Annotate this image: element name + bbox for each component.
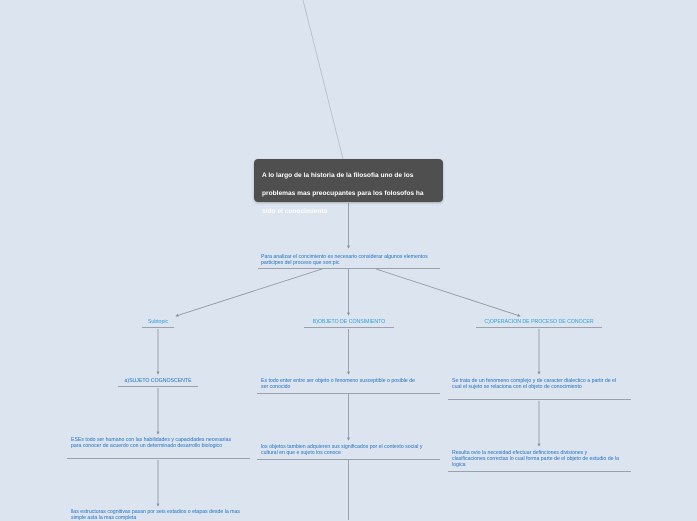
middle-detail2-node[interactable] (257, 444, 440, 456)
branch-right-node[interactable] (476, 319, 602, 325)
left-detail1-node[interactable] (67, 437, 250, 449)
branch-right-label: C)OPERACION DE PROCESO DE CONOCER (484, 319, 594, 325)
intro-node[interactable] (258, 254, 440, 266)
right-detail2-text: Resulta ovio la necesidad efectuar definciones divisiones y clasificaciones correctas lo cual forma parte de el objeto de estudio de la logica (452, 450, 619, 469)
right-detail1-text: Se trata de un fenomeno complejo y de caracter dialectico a partir de el cual el sujeto se relaciona con el objeto de conocimiento (452, 378, 617, 391)
branch-middle-node[interactable] (304, 319, 394, 325)
middle-detail1-node[interactable] (257, 378, 440, 390)
right-detail2-node[interactable] (448, 450, 631, 469)
left-detail1-text: ESEs todo ser humano con las habilidades y capacidades necesarias para conocer de acuerdo con un determinado desarrollo biologico (71, 437, 232, 450)
branch-middle-label: B)OBJETO DE CONSIMIENTO (312, 319, 386, 325)
branch-left-node[interactable] (142, 319, 174, 325)
middle-detail2-text: los objetos tambien adquieren sus significados por el contexto social y cultural en que e sujeto los conoce (261, 444, 423, 457)
subject-label: a)SUJETO COGNOSCENTE (124, 378, 192, 384)
subject-node[interactable] (118, 378, 198, 384)
intro-to-right-connector (376, 269, 520, 316)
left-detail2-text: llas estructuras cognitivas pasan por seis estadios o etapas desde la mas simple asta la mas completa (71, 509, 240, 521)
middle-detail1-text: Es todo enter entre ser objeto o fenomeno susceptible o posible de ser conocido (261, 378, 415, 391)
main-topic-text: A lo largo de la historia de la filosofia uno de los problemas mas preocupantes para los folosofos ha sido el conocimiento (262, 172, 424, 215)
right-detail1-node[interactable] (448, 378, 631, 390)
intro-to-left-connector (176, 269, 322, 316)
main-topic-node[interactable] (254, 159, 443, 215)
upstream-connector (303, 0, 343, 159)
branch-left-label: Subtopic (147, 319, 169, 325)
intro-text: Para analizar el concimiento es necesario considerar algunos elementos participes del proceso que son:pic (261, 254, 428, 267)
left-detail2-node[interactable] (67, 509, 250, 521)
